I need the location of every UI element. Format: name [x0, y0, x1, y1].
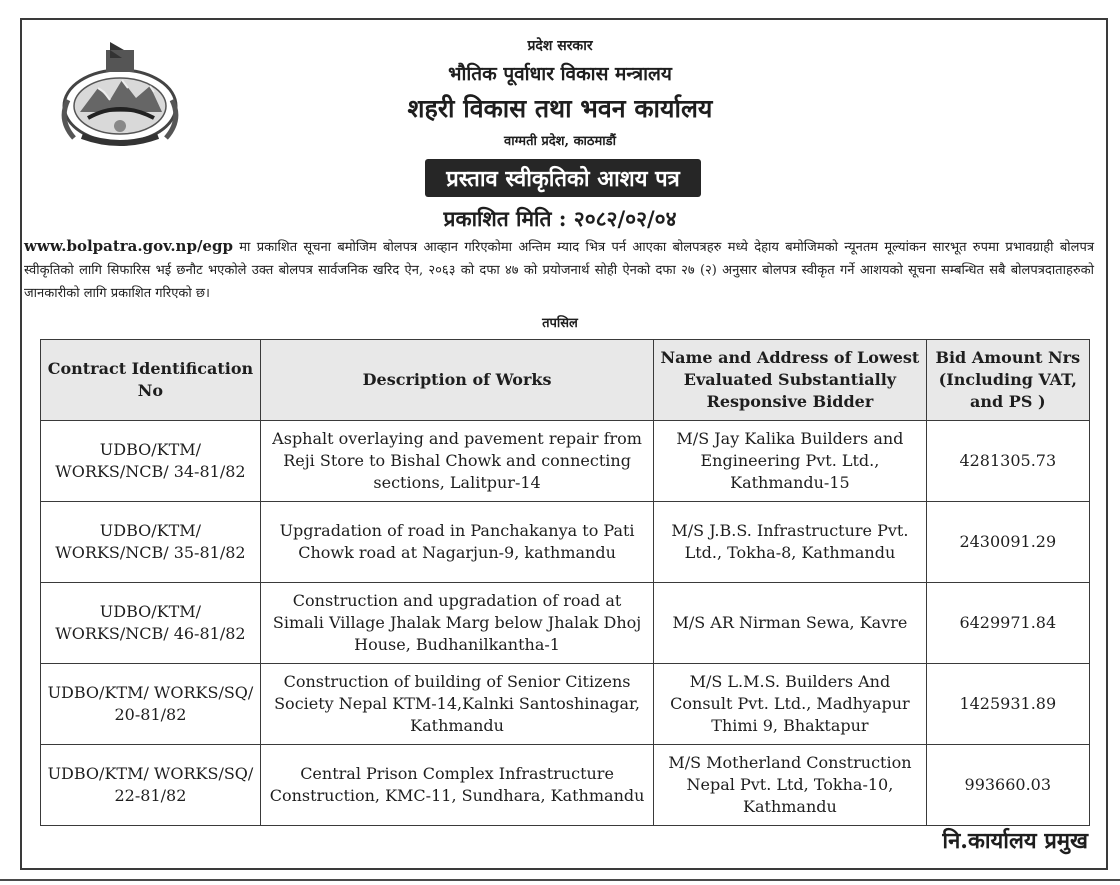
table-row [41, 421, 1090, 502]
contracts-table [40, 339, 1090, 826]
notice-title-banner: प्रस्ताव स्वीकृतिको आशय पत्र [425, 159, 701, 197]
header-line-1: प्रदेश सरकार [527, 38, 593, 54]
bid-amount-cell: 6429971.84 [926, 583, 1089, 664]
description-cell: Construction and upgradation of road at Simali Village Jhalak Marg below Jhalak Dhoj House, Budhanilkantha-1 [260, 583, 653, 664]
table-row [41, 583, 1090, 664]
signoff-office-chief: नि.कार्यालय प्रमुख [942, 828, 1088, 854]
col-header-bidder: Name and Address of Lowest Evaluated Substantially Responsive Bidder [654, 340, 926, 421]
intro-text: मा प्रकाशित सूचना बमोजिम बोलपत्र आव्हान गरिएकोमा अन्तिम म्याद भित्र पर्न आएका बोलपत्रहरु मध्ये देहाय बमोजिमको न्यूनतम मूल्यांकन सारभूत रुपमा प्रभावग्राही बोलपत्र स्वीकृतिको लागि सिफारिस भई छनौट भएकोले उक्त बोलपत्र सार्वजनिक खरिद ऐन, २०६३ को दफा ४७ को प्रयोजनार्थ सोही ऐनको दफा २७ (२) अनुसार बोलपत्र स्वीकृत गर्ने आशयको सूचना सम्बन्धित सबै बोलपत्रदाताहरुको जानकारीको लागि प्रकाशित गरिएको छ। [24, 240, 1095, 301]
table-row [41, 502, 1090, 583]
table-header-row [41, 340, 1090, 421]
col-header-bid-amount: Bid Amount Nrs (Including VAT, and PS ) [926, 340, 1089, 421]
bid-amount-cell: 993660.03 [926, 745, 1089, 826]
bottom-rule [0, 879, 1120, 881]
bidder-cell: M/S L.M.S. Builders And Consult Pvt. Ltd., Madhyapur Thimi 9, Bhaktapur [654, 664, 926, 745]
bidder-cell: M/S J.B.S. Infrastructure Pvt. Ltd., Tokha-8, Kathmandu [654, 502, 926, 583]
description-cell: Central Prison Complex Infrastructure Construction, KMC-11, Sundhara, Kathmandu [260, 745, 653, 826]
col-header-description: Description of Works [260, 340, 653, 421]
bid-amount-cell: 1425931.89 [926, 664, 1089, 745]
table-row [41, 745, 1090, 826]
published-date: प्रकाशित मिति : २०८२/०२/०४ [443, 206, 677, 231]
intro-paragraph [24, 235, 1094, 305]
contract-id-cell: UDBO/KTM/ WORKS/NCB/ 46-81/82 [41, 583, 261, 664]
contract-id-cell: UDBO/KTM/ WORKS/NCB/ 34-81/82 [41, 421, 261, 502]
tapsil-heading: तपसिल [542, 316, 578, 331]
contract-id-cell: UDBO/KTM/ WORKS/SQ/ 22-81/82 [41, 745, 261, 826]
description-cell: Asphalt overlaying and pavement repair from Reji Store to Bishal Chowk and connecting sections, Lalitpur-14 [260, 421, 653, 502]
contract-id-cell: UDBO/KTM/ WORKS/NCB/ 35-81/82 [41, 502, 261, 583]
table-row [41, 664, 1090, 745]
description-cell: Upgradation of road in Panchakanya to Pati Chowk road at Nagarjun-9, kathmandu [260, 502, 653, 583]
egp-url-link[interactable]: www.bolpatra.gov.np/egp [24, 237, 233, 255]
bidder-cell: M/S Jay Kalika Builders and Engineering Pvt. Ltd., Kathmandu-15 [654, 421, 926, 502]
bid-amount-cell: 4281305.73 [926, 421, 1089, 502]
bidder-cell: M/S AR Nirman Sewa, Kavre [654, 583, 926, 664]
bid-amount-cell: 2430091.29 [926, 502, 1089, 583]
col-header-contract-id: Contract Identification No [41, 340, 261, 421]
header-office: शहरी विकास तथा भवन कार्यालय [407, 94, 713, 123]
header-location: वाग्मती प्रदेश, काठमाडौं [504, 134, 616, 149]
header-ministry: भौतिक पूर्वाधार विकास मन्त्रालय [448, 63, 672, 85]
bidder-cell: M/S Motherland Construction Nepal Pvt. Ltd, Tokha-10, Kathmandu [654, 745, 926, 826]
contract-id-cell: UDBO/KTM/ WORKS/SQ/ 20-81/82 [41, 664, 261, 745]
description-cell: Construction of building of Senior Citizens Society Nepal KTM-14,Kalnki Santoshinagar, Kathmandu [260, 664, 653, 745]
